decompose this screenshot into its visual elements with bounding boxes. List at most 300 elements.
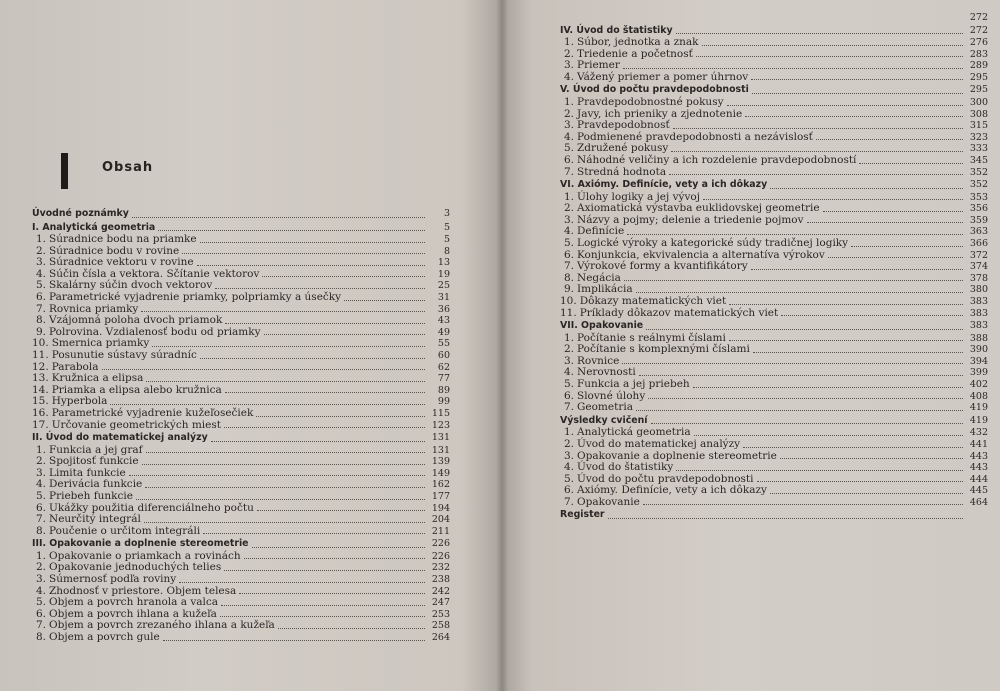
toc-entry-number: 9.	[35, 325, 46, 338]
toc-page-number: 99	[437, 396, 450, 408]
toc-page-number: 131	[431, 432, 450, 444]
dot-leader	[608, 517, 963, 519]
toc-entry-number: 2.	[563, 437, 574, 450]
toc-entry-row	[560, 344, 988, 356]
toc-page-number: 8	[443, 245, 450, 257]
dot-leader	[224, 569, 425, 571]
dot-leader	[225, 322, 425, 324]
toc-entry-title: Stredná hodnota	[577, 165, 667, 178]
toc-entry-title: Objem a povrch zrezaného ihlana a kužeľa	[49, 619, 275, 632]
toc-page-number: 89	[437, 384, 450, 396]
toc-section-row	[560, 414, 988, 428]
dot-leader	[152, 345, 425, 347]
toc-entry-title: Triedenie a početnosť	[577, 47, 693, 60]
dot-leader	[636, 291, 963, 293]
toc-entry-number: 5.	[563, 472, 574, 485]
toc-entry-number: 10.	[560, 294, 577, 307]
toc-entry-number: 3.	[35, 256, 46, 269]
toc-entry-number: 5.	[563, 237, 574, 249]
toc-entry-title: Posunutie sústavy súradníc	[51, 348, 197, 361]
toc-left-column	[32, 207, 450, 644]
dot-leader	[262, 275, 425, 277]
toc-entry-row	[560, 238, 988, 250]
toc-entry-title: Geometria	[577, 401, 633, 414]
dot-leader	[244, 557, 425, 559]
toc-entry-number: 7.	[35, 619, 46, 632]
toc-page-number: 380	[969, 284, 988, 296]
toc-entry-row	[560, 497, 988, 509]
toc-entry-number: 6.	[563, 248, 574, 261]
toc-entry-number: 1.	[35, 233, 46, 245]
toc-entry-title: Axiómy. Definície, vety a ich dôkazy	[577, 484, 767, 497]
toc-entry-row	[560, 439, 988, 451]
toc-entry-title: Podmienené pravdepodobnosti a nezávislosť	[577, 130, 813, 143]
toc-entry-title: Opakovanie o priamkach a rovinách	[49, 549, 241, 562]
dot-leader	[752, 92, 963, 94]
toc-entry-row	[560, 155, 988, 167]
toc-page-number: 177	[431, 490, 450, 502]
toc-entry-row	[560, 402, 988, 414]
toc-entry-title: Kružnica a elipsa	[51, 372, 144, 385]
toc-entry-title: Ukážky použitia diferenciálneho počtu	[49, 501, 254, 514]
toc-entry-number: 10.	[32, 337, 49, 350]
toc-page-number: 366	[969, 238, 988, 249]
toc-section-title: Register	[560, 509, 605, 521]
toc-page-number: 352	[969, 179, 988, 191]
toc-page-number: 276	[969, 37, 988, 49]
toc-page-number: 204	[431, 514, 450, 526]
dot-leader	[828, 256, 963, 258]
toc-entry-title: Definície	[577, 225, 625, 238]
dot-leader	[182, 252, 425, 254]
toc-entry-title: Súmernosť podľa roviny	[49, 573, 177, 586]
toc-page-number: 356	[969, 203, 988, 215]
toc-entry-row	[32, 574, 450, 586]
dot-leader	[158, 229, 425, 231]
toc-section-title: IV. Úvod do štatistiky	[560, 24, 673, 36]
dot-leader	[622, 362, 963, 364]
book-gutter	[496, 0, 508, 691]
dot-leader	[851, 245, 963, 247]
toc-entry-number: 4.	[563, 461, 574, 474]
toc-entry-title: Objem a povrch hranola a valca	[49, 596, 219, 609]
dot-leader	[751, 268, 963, 270]
toc-entry-number: 11.	[32, 348, 49, 361]
toc-entry-title: Spojitosť funkcie	[49, 455, 139, 468]
toc-page-number: 408	[969, 390, 988, 402]
toc-entry-number: 4.	[35, 478, 46, 491]
toc-entry-number: 6.	[35, 501, 46, 514]
toc-continuation-row	[560, 12, 988, 24]
dot-leader	[639, 374, 963, 376]
toc-section-title: Úvodné poznámky	[32, 208, 129, 219]
toc-page-number: 352	[969, 166, 988, 178]
toc-entry-title: Súčin čísla a vektora. Sčítanie vektorov	[49, 267, 260, 280]
toc-entry-number: 2.	[563, 107, 574, 120]
toc-entry-title: Analytická geometria	[577, 426, 691, 439]
toc-page-number: 3	[443, 208, 450, 219]
toc-entry-title: Vážený priemer a pomer úhrnov	[577, 70, 749, 83]
toc-entry-title: Negácia	[577, 271, 621, 284]
toc-entry-row	[32, 373, 450, 385]
dot-leader	[696, 55, 963, 57]
toc-entry-number: 11.	[560, 306, 577, 319]
toc-entry-number: 4.	[563, 366, 574, 379]
toc-page-number: 444	[969, 473, 988, 485]
toc-page-number: 49	[437, 326, 450, 338]
toc-entry-row	[32, 408, 450, 420]
toc-entry-number: 2.	[563, 343, 574, 356]
toc-entry-title: Smernica priamky	[51, 337, 150, 350]
toc-page-number: 295	[969, 71, 988, 83]
toc-entry-number: 5.	[35, 489, 46, 502]
toc-page-number: 359	[969, 214, 988, 226]
toc-page-number: 194	[431, 502, 450, 514]
toc-page-number: 308	[969, 108, 988, 120]
toc-page-number: 289	[969, 60, 988, 72]
dot-leader	[673, 127, 963, 129]
toc-entry-title: Úlohy logiky a jej vývoj	[577, 190, 700, 203]
toc-entry-row	[560, 379, 988, 391]
toc-entry-title: Príklady dôkazov matematických viet	[579, 306, 779, 319]
toc-entry-title: Súradnice vektoru v rovine	[49, 256, 194, 269]
dot-leader	[823, 210, 963, 212]
dot-leader	[743, 446, 963, 448]
toc-entry-row	[560, 296, 988, 308]
toc-entry-title: Priemer	[577, 59, 620, 72]
toc-entry-row	[32, 491, 450, 503]
toc-entry-title: Náhodné veličiny a ich rozdelenie pravdepodobností	[577, 153, 857, 166]
toc-entry-number: 3.	[563, 213, 574, 226]
dot-leader	[623, 67, 963, 69]
toc-entry-title: Parametrické vyjadrenie priamky, polpriamky a úsečky	[49, 290, 342, 303]
toc-entry-title: Určovanie geometrických miest	[51, 418, 221, 431]
toc-entry-number: 3.	[563, 354, 574, 367]
toc-entry-number: 3.	[563, 449, 574, 462]
dot-leader	[816, 138, 963, 140]
toc-entry-number: 1.	[35, 549, 46, 562]
toc-section-row	[32, 221, 450, 235]
toc-section-row	[560, 83, 988, 97]
toc-entry-number: 3.	[35, 466, 46, 479]
dot-leader	[636, 409, 963, 411]
dot-leader	[751, 78, 963, 80]
toc-entry-number: 7.	[563, 401, 574, 414]
dot-leader	[646, 328, 963, 330]
toc-page-number: 226	[431, 550, 450, 562]
toc-page-number: 253	[431, 608, 450, 620]
dot-leader	[676, 32, 963, 34]
toc-page-number: 131	[431, 444, 450, 456]
toc-page-number: 390	[969, 344, 988, 356]
toc-section-title: II. Úvod do matematickej analýzy	[32, 432, 208, 444]
dot-leader	[671, 150, 963, 152]
toc-entry-title: Názvy a pojmy; delenie a triedenie pojmov	[577, 213, 804, 226]
toc-entry-number: 7.	[35, 302, 46, 315]
toc-page-number: 419	[969, 414, 988, 426]
toc-entry-number: 2.	[35, 561, 46, 574]
dot-leader	[729, 303, 963, 305]
dot-leader	[627, 233, 963, 235]
toc-entry-title: Logické výroky a kategorické súdy tradičnej logiky	[577, 237, 849, 249]
toc-page-number: 272	[969, 12, 988, 23]
toc-page-number: 123	[431, 419, 450, 431]
dot-leader	[859, 162, 963, 164]
dot-leader	[197, 264, 425, 266]
dot-leader	[643, 503, 963, 505]
dot-leader	[702, 44, 963, 46]
toc-page-number: 333	[969, 143, 988, 155]
dot-leader	[669, 173, 963, 175]
toc-entry-title: Axiomatická výstavba euklidovskej geometrie	[577, 202, 820, 215]
toc-section-row	[560, 24, 988, 38]
toc-entry-title: Súradnice bodu v rovine	[49, 244, 180, 257]
toc-entry-row	[560, 308, 988, 320]
toc-entry-title: Polrovina. Vzdialenosť bodu od priamky	[49, 325, 261, 338]
toc-entry-row	[560, 261, 988, 273]
toc-page-number: 399	[969, 367, 988, 379]
toc-entry-number: 2.	[563, 202, 574, 215]
dot-leader	[624, 279, 963, 281]
dot-leader	[745, 115, 963, 117]
toc-entry-number: 7.	[563, 495, 574, 508]
toc-entry-number: 3.	[563, 119, 574, 132]
toc-page-number: 242	[431, 585, 450, 597]
toc-entry-number: 8.	[35, 314, 46, 327]
toc-page-number: 363	[969, 226, 988, 238]
toc-entry-row	[560, 37, 988, 49]
toc-page-number: 378	[969, 272, 988, 284]
toc-page-number: 323	[969, 131, 988, 143]
dot-leader	[344, 299, 425, 301]
toc-page-number: 402	[969, 379, 988, 391]
toc-entry-title: Súradnice bodu na priamke	[49, 233, 197, 245]
toc-page-number: 226	[431, 538, 450, 550]
dot-leader	[145, 486, 425, 488]
dot-leader	[770, 187, 963, 189]
dot-leader	[264, 333, 425, 335]
toc-entry-row	[32, 514, 450, 526]
toc-page-number: 115	[431, 407, 450, 419]
toc-entry-number: 7.	[563, 260, 574, 273]
toc-entry-number: 1.	[563, 426, 574, 439]
dot-leader	[220, 615, 425, 617]
toc-entry-title: Nerovnosti	[577, 366, 636, 379]
toc-page-number: 283	[969, 48, 988, 60]
dot-leader	[770, 492, 963, 494]
toc-page-number: 139	[431, 456, 450, 468]
dot-leader	[278, 627, 425, 629]
toc-page-number: 383	[969, 295, 988, 307]
toc-section-title: III. Opakovanie a doplnenie stereometrie	[32, 538, 249, 550]
toc-page-number: 272	[969, 24, 988, 36]
toc-page-number: 62	[437, 361, 450, 373]
toc-right-column	[560, 12, 988, 522]
toc-page-number: 464	[969, 496, 988, 508]
toc-entry-number: 8.	[35, 631, 46, 643]
toc-section-title: I. Analytická geometria	[32, 221, 156, 233]
toc-entry-title: Úvod do počtu pravdepodobnosti	[577, 472, 754, 485]
chapter-marker-bar	[61, 153, 68, 189]
toc-page-number: 432	[969, 427, 988, 439]
toc-entry-number: 6.	[563, 389, 574, 402]
toc-page-number: 445	[969, 485, 988, 497]
toc-entry-number: 4.	[563, 225, 574, 238]
toc-entry-title: Opakovanie	[577, 495, 640, 508]
toc-entry-number: 17.	[32, 418, 49, 431]
dot-leader	[256, 415, 425, 417]
dot-leader	[200, 241, 425, 243]
toc-page-number: 443	[969, 462, 988, 474]
dot-leader	[141, 310, 425, 312]
toc-page-number: 13	[437, 257, 450, 269]
toc-page-number: 5	[443, 234, 450, 245]
dot-leader	[200, 357, 425, 359]
toc-entry-title: Zhodnosť v priestore. Objem telesa	[49, 584, 237, 597]
toc-entry-title: Počítanie s reálnymi číslami	[577, 331, 726, 344]
toc-page-number: 394	[969, 355, 988, 367]
dot-leader	[129, 474, 425, 476]
toc-entry-title: Neurčitý integrál	[49, 513, 141, 526]
toc-entry-number: 12.	[32, 360, 49, 373]
toc-entry-number: 6.	[563, 153, 574, 166]
toc-entry-title: Súbor, jednotka a znak	[577, 36, 699, 49]
toc-entry-title: Objem a povrch gule	[49, 631, 160, 643]
dot-leader	[257, 509, 425, 511]
toc-entry-row	[560, 120, 988, 132]
toc-page-number: 238	[431, 574, 450, 586]
toc-page-number: 388	[969, 332, 988, 344]
toc-page-number: 264	[431, 632, 450, 643]
toc-entry-number: 3.	[35, 573, 46, 586]
toc-entry-row	[560, 49, 988, 61]
toc-entry-number: 16.	[32, 406, 49, 419]
toc-page-number: 258	[431, 620, 450, 632]
toc-entry-number: 1.	[563, 36, 574, 49]
dot-leader	[163, 639, 425, 641]
dot-leader	[142, 463, 425, 465]
toc-page-number: 31	[437, 291, 450, 303]
dot-leader	[693, 386, 963, 388]
toc-entry-number: 5.	[563, 378, 574, 391]
toc-entry-title: Parametrické vyjadrenie kužeľosečiek	[51, 406, 254, 419]
toc-section-row	[32, 537, 450, 551]
toc-entry-number: 1.	[563, 190, 574, 203]
toc-entry-title: Opakovanie jednoduchých telies	[49, 561, 222, 574]
toc-entry-row	[560, 72, 988, 84]
dot-leader	[703, 198, 963, 200]
toc-page-number: 55	[437, 338, 450, 350]
dot-leader	[221, 604, 425, 606]
toc-entry-number: 7.	[563, 165, 574, 178]
toc-entry-number: 8.	[563, 271, 574, 284]
toc-entry-row	[32, 526, 450, 538]
toc-entry-title: Derivácia funkcie	[49, 478, 143, 491]
dot-leader	[215, 287, 425, 289]
toc-entry-title: Funkcia a jej graf	[49, 443, 143, 456]
toc-entry-title: Konjunkcia, ekvivalencia a alternatíva výrokov	[577, 248, 825, 261]
dot-leader	[179, 581, 425, 583]
toc-page-number: 149	[431, 467, 450, 479]
toc-entry-title: Parabola	[51, 360, 99, 373]
toc-section-title: V. Úvod do počtu pravdepodobnosti	[560, 84, 749, 96]
toc-entry-title: Vzájomná poloha dvoch priamok	[49, 314, 223, 327]
toc-entry-number: 2.	[35, 244, 46, 257]
toc-section-title: Výsledky cvičení	[560, 414, 648, 426]
toc-entry-title: Pravdepodobnosť	[577, 119, 670, 132]
toc-entry-number: 4.	[563, 70, 574, 83]
toc-entry-number: 4.	[563, 130, 574, 143]
toc-entry-title: Skalárny súčin dvoch vektorov	[49, 279, 213, 292]
toc-page-number: 383	[969, 320, 988, 332]
toc-entry-number: 1.	[563, 95, 574, 108]
toc-entry-title: Opakovanie a doplnenie stereometrie	[577, 449, 777, 462]
toc-entry-title: Funkcia a jej priebeh	[577, 378, 690, 391]
dot-leader	[780, 457, 963, 459]
toc-entry-row	[32, 292, 450, 304]
toc-entry-row	[32, 420, 450, 432]
toc-entry-number: 5.	[35, 596, 46, 609]
dot-leader	[102, 368, 426, 370]
toc-page-number: 247	[431, 597, 450, 609]
toc-heading: Obsah	[102, 160, 154, 175]
toc-entry-number: 6.	[563, 484, 574, 497]
toc-page-number: 36	[437, 303, 450, 315]
toc-entry-title: Úvod do matematickej analýzy	[577, 437, 741, 450]
toc-entry-row	[560, 215, 988, 227]
toc-section-row	[560, 508, 988, 522]
dot-leader	[136, 498, 425, 500]
toc-page-number: 383	[969, 307, 988, 319]
dot-leader	[224, 426, 425, 428]
toc-entry-number: 5.	[35, 279, 46, 292]
toc-page-number: 353	[969, 191, 988, 203]
dot-leader	[211, 440, 425, 442]
dot-leader	[729, 339, 963, 341]
dot-leader	[648, 397, 963, 399]
toc-page-number: 315	[969, 120, 988, 132]
toc-section-row	[560, 178, 988, 192]
toc-page-number: 5	[443, 221, 450, 233]
dot-leader	[146, 380, 425, 382]
toc-section-row	[560, 319, 988, 333]
toc-entry-number: 6.	[35, 290, 46, 303]
toc-entry-title: Implikácia	[577, 283, 633, 296]
toc-entry-title: Rovnice	[577, 354, 620, 367]
toc-entry-row	[560, 462, 988, 474]
toc-entry-number: 4.	[35, 584, 46, 597]
dot-leader	[144, 521, 425, 523]
toc-entry-title: Výrokové formy a kvantifikátory	[577, 260, 748, 273]
toc-entry-number: 1.	[563, 331, 574, 344]
toc-page-number: 60	[437, 349, 450, 361]
toc-entry-number: 9.	[563, 283, 574, 296]
dot-leader	[252, 546, 425, 548]
toc-entry-title: Objem a povrch ihlana a kužeľa	[49, 607, 217, 620]
toc-entry-title: Pravdepodobnostné pokusy	[577, 95, 724, 108]
toc-page-number: 77	[437, 373, 450, 385]
toc-page-number: 300	[969, 96, 988, 108]
dot-leader	[203, 532, 425, 534]
toc-page-number: 372	[969, 249, 988, 261]
right-page	[502, 0, 1000, 691]
toc-entry-number: 8.	[35, 524, 46, 537]
toc-entry-title: Poučenie o určitom integráli	[49, 524, 201, 537]
toc-section-row	[32, 207, 450, 221]
toc-page-number: 345	[969, 154, 988, 166]
toc-entry-number: 2.	[35, 455, 46, 468]
toc-entry-row	[32, 350, 450, 362]
